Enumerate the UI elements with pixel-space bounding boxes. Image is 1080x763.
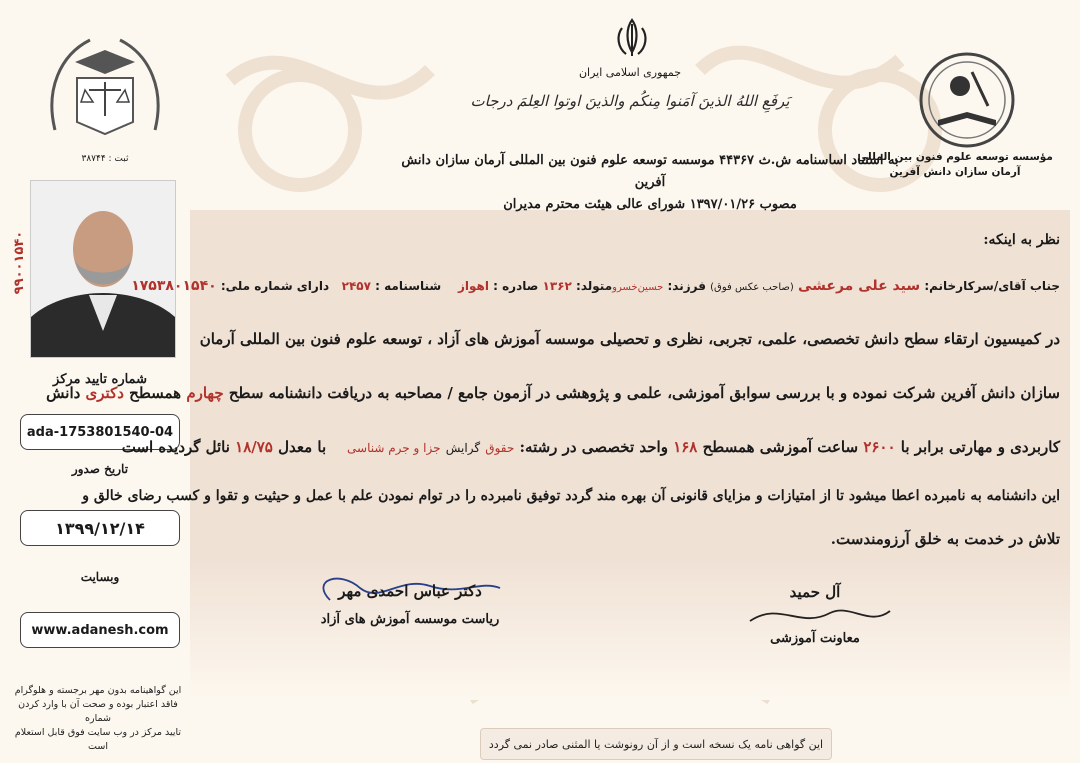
institute-name-line-1: مؤسسه توسعه علوم فنون بین المللی [857, 151, 1053, 163]
statement-line-5: این دانشنامه به نامبرده اعطا میشود تا از امتیازات و مزایای قانونی آن بهره مند گردد توفیق نامبرده را در توام نمودن علم با عمل و حیثیت و تقوا و کسب رضای خالق و [82, 488, 1060, 504]
gpa-label: با معدل [278, 438, 327, 456]
holder-name: سید علی مرعشی [798, 278, 921, 294]
birth-label: متولد: [576, 279, 613, 293]
child-label: فرزند: [667, 279, 706, 293]
validity-note-line-2: فاقد اعتبار بوده و صحت آن با وارد کردن شماره [18, 699, 178, 724]
website-link[interactable]: www.adanesh.com [31, 622, 169, 638]
photo-caption: (صاحب عکس فوق) [710, 282, 794, 293]
credit-units: ۱۶۸ [673, 438, 698, 456]
national-id-label: دارای شماره ملی: [220, 279, 330, 293]
statement-line-4 [121, 438, 1060, 456]
registration-number: ثبت : ۳۸۷۴۴ [81, 154, 129, 164]
website-label: وبسایت [80, 570, 120, 584]
serial-number: ۹۹۰۰۱۵۴۰ [12, 230, 28, 295]
degree-level: چهارم [186, 384, 224, 402]
validity-note-line-1: این گواهینامه بدون مهر برجسته و هلوگرام [14, 685, 182, 696]
father-name: حسین‌خسرو [612, 282, 664, 293]
validity-note [8, 684, 188, 754]
statement-line-3 [46, 384, 1060, 402]
verification-label: شماره تایید مرکز [53, 372, 147, 387]
deputy-signature [700, 575, 930, 646]
validity-note-line-3: تایید مرکز در وب سایت فوق قابل استعلام است [14, 727, 182, 752]
field-of-study: حقوق [485, 441, 515, 455]
institute-name [840, 150, 1070, 180]
issue-date-box [20, 510, 180, 546]
honorific-label: جناب آقای/سرکارخانم: [924, 279, 1060, 293]
institute-name-line-2: آرمان سازان دانش آفرین [889, 166, 1021, 178]
national-id: ۱۷۵۳۸۰۱۵۴۰ [131, 278, 217, 294]
authority-line-2: مصوب ۱۳۹۷/۰۱/۲۶ شورای عالی هیئت محترم مدیران [503, 197, 797, 212]
degree-name: دکتری [85, 384, 124, 402]
statement-line-4-field: واحد تخصصی در رشته: [519, 438, 668, 456]
president-title: ریاست موسسه آموزش های آزاد [320, 612, 500, 627]
authority-statement [400, 150, 900, 216]
statement-line-2: در کمیسیون ارتقاء سطح دانش تخصصی، علمی، تجربی، نظری و تحصیلی موسسه آموزش های آزاد ، توسعه علوم فنون بین المللی آرمان [199, 330, 1060, 348]
law-association-logo-icon [45, 30, 165, 160]
birth-year: ۱۳۶۲ [542, 279, 572, 293]
statement-line-6: تلاش در خدمت به خلق آرزومندست. [830, 530, 1060, 548]
statement-line-4-start: کاربردی و مهارتی برابر با [900, 438, 1060, 456]
holder-photo [30, 180, 176, 358]
footer-note-bar [480, 728, 832, 760]
footer-note: این گواهی نامه یک نسخه است و از آن رونوشت یا المثنی صادر نمی گردد [488, 737, 824, 751]
statement-line-3-end: دانش [46, 384, 81, 402]
id-label: شناسنامه : [375, 279, 442, 293]
president-name: دکتر عباس احمدی مهر [338, 582, 482, 600]
issue-date-label: تاریخ صدور [71, 462, 129, 476]
certificate-heading: نظر به اینکه: [983, 232, 1060, 248]
president-signature [290, 570, 530, 627]
iran-emblem [612, 16, 652, 62]
deputy-signature-stroke [700, 601, 930, 631]
institute-logo-icon [908, 50, 1026, 150]
website-box[interactable] [20, 612, 180, 648]
issued-label: صادره : [493, 279, 539, 293]
portrait-image [31, 181, 175, 357]
id-number: ۲۴۵۷ [341, 279, 371, 293]
statement-line-4-hours: ساعت آموزشی همسطح [702, 438, 859, 456]
verification-code: ada-1753801540-04 [26, 424, 174, 440]
issued-city: اهواز [457, 279, 489, 293]
deputy-name: آل حمید [789, 583, 841, 601]
level-label: همسطح [129, 384, 182, 402]
statement-line-4-end: نائل گردیده است [121, 438, 230, 456]
iran-emblem-icon [612, 16, 652, 58]
statement-line-3-text: سازان دانش آفرین شرکت نموده و با بررسی سوابق آموزشی، علمی و پژوهشی در آزمون جامع / مصاحبه به دریافت دانشنامه سطح [228, 384, 1060, 402]
holder-details-line [131, 278, 1060, 294]
specialty: جزا و جرم شناسی [347, 441, 441, 455]
quran-verse: یَرفَعِ اللهُ الذینَ آمَنوا مِنکُم والذینَ اوتوا العِلمَ درجات [470, 92, 790, 110]
government-name: جمهوری اسلامی ایران [578, 66, 682, 79]
specialty-label: گرایش [445, 441, 481, 455]
authority-line-1: به استناد اساسنامه ش.ث ۴۴۳۶۷ موسسه توسعه علوم فنون بین المللی آرمان سازان دانش آفرین [401, 153, 899, 190]
training-hours: ۲۶۰۰ [863, 438, 896, 456]
issue-date: ۱۳۹۹/۱۲/۱۴ [55, 518, 145, 538]
deputy-title: معاونت آموزشی [770, 631, 860, 646]
gpa-value: ۱۸/۷۵ [235, 438, 273, 456]
